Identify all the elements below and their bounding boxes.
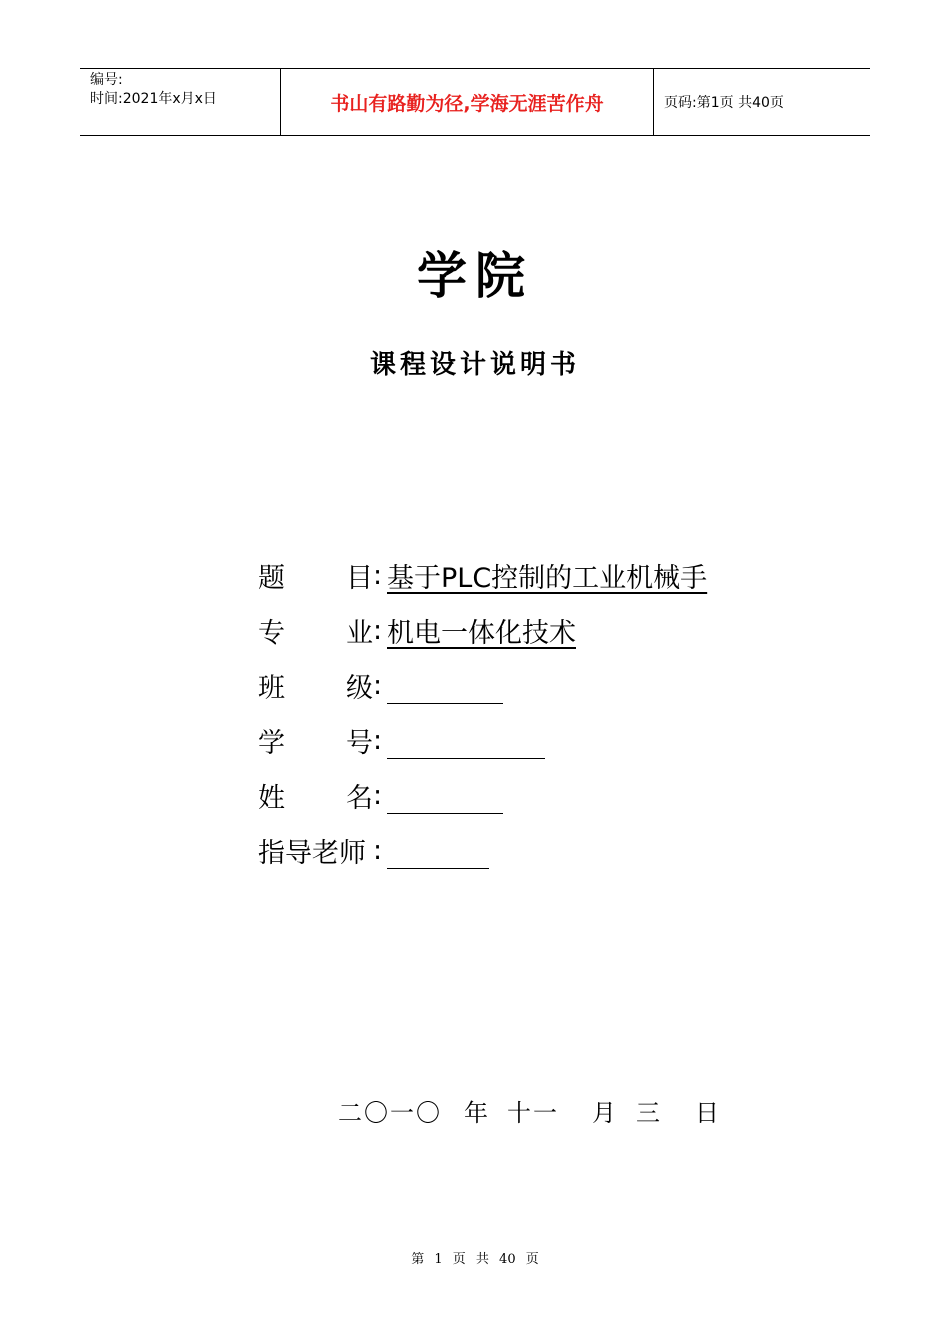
date-year: 二〇一〇 <box>338 1099 442 1127</box>
field-value: 基于PLC控制的工业机械手 <box>387 563 708 594</box>
date-day-unit: 日 <box>695 1099 719 1127</box>
header-motto: 书山有路勤为径,学海无涯苦作舟 <box>281 69 654 135</box>
field-label: 专 业 <box>258 618 373 649</box>
time-label: 时间:2021年x月x日 <box>90 91 217 107</box>
field-label: 学 号 <box>258 728 373 759</box>
info-fields <box>258 548 707 878</box>
date-day: 三 <box>636 1099 660 1127</box>
field-label: 姓 名 <box>258 783 373 814</box>
field-advisor: 指导老师 : <box>258 823 707 878</box>
date-month: 十一 <box>507 1099 559 1127</box>
field-label: 班 级 <box>258 673 373 704</box>
field-class: 班 级 : <box>258 658 707 713</box>
blank-line <box>387 675 503 704</box>
date-month-unit: 月 <box>592 1099 616 1127</box>
blank-line <box>387 785 503 814</box>
field-name: 姓 名 : <box>258 768 707 823</box>
page-footer: 第 1 页 共 40 页 <box>411 1252 539 1267</box>
field-label: 题 目 <box>258 563 373 594</box>
field-value: 机电一体化技术 <box>387 618 576 649</box>
field-label: 指导老师 <box>258 838 366 869</box>
field-student-id: 学 号 : <box>258 713 707 768</box>
field-major: 专 业 : 机电一体化技术 <box>258 603 707 658</box>
blank-line <box>387 840 489 869</box>
document-header <box>80 68 870 136</box>
header-page-info: 页码:第1页 共40页 <box>664 95 784 111</box>
blank-line <box>387 730 545 759</box>
document-subtitle: 课程设计说明书 <box>369 350 580 380</box>
college-title: 学院 <box>417 246 533 305</box>
field-topic: 题 目 : 基于PLC控制的工业机械手 <box>258 548 707 603</box>
number-label: 编号: <box>90 72 123 88</box>
date-year-unit: 年 <box>464 1099 488 1127</box>
header-left-cell <box>80 69 281 135</box>
